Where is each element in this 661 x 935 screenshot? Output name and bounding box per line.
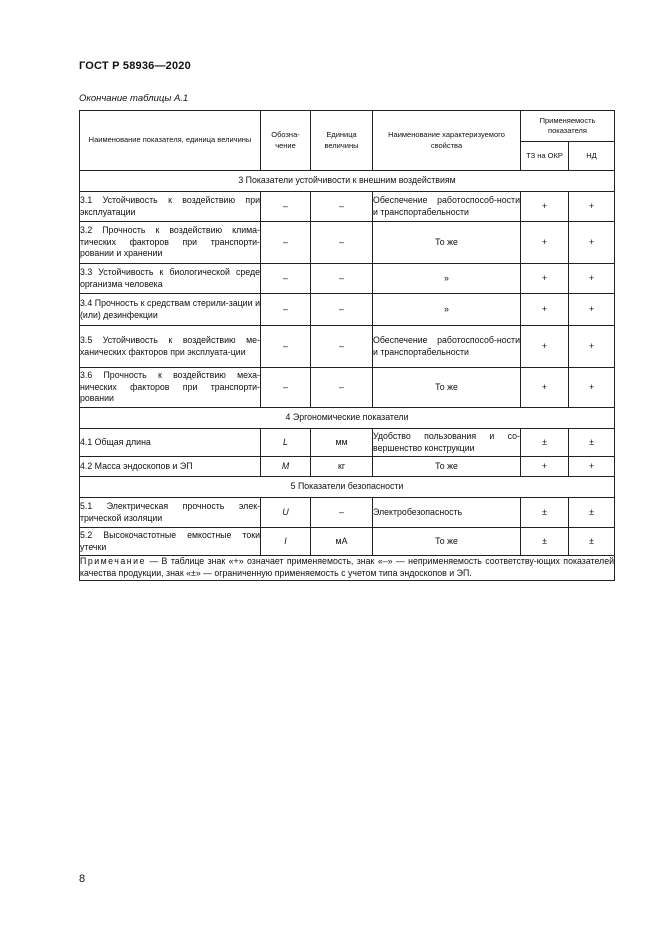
- indicator-symbol: M: [261, 457, 311, 477]
- section-title: 5 Показатели безопасности: [80, 477, 615, 498]
- applicability-nd: +: [569, 457, 615, 477]
- header-property: Наименование характеризуемого свойства: [373, 111, 521, 171]
- indicator-unit: –: [311, 222, 373, 264]
- indicator-name: 3.4 Прочность к средствам стерили-зации и (или) дезинфекции: [80, 294, 261, 326]
- characterized-property: То же: [373, 528, 521, 556]
- table-row: [80, 264, 615, 294]
- indicator-symbol: –: [261, 222, 311, 264]
- table-row: [80, 528, 615, 556]
- applicability-nd: +: [569, 368, 615, 408]
- indicator-symbol: –: [261, 326, 311, 368]
- section-header-row: [80, 408, 615, 429]
- indicator-name: 3.5 Устойчивость к воздействию ме-ханических факторов при эксплуата-ции: [80, 326, 261, 368]
- applicability-nd: ±: [569, 498, 615, 528]
- characterized-property: »: [373, 264, 521, 294]
- applicability-tz: ±: [521, 498, 569, 528]
- section-header-row: [80, 171, 615, 192]
- applicability-nd: +: [569, 326, 615, 368]
- applicability-nd: +: [569, 294, 615, 326]
- characterized-property: »: [373, 294, 521, 326]
- applicability-nd: +: [569, 192, 615, 222]
- page-number: 8: [79, 873, 86, 885]
- indicator-symbol: –: [261, 368, 311, 408]
- table-row: [80, 294, 615, 326]
- indicator-unit: –: [311, 264, 373, 294]
- indicator-unit: –: [311, 192, 373, 222]
- applicability-tz: +: [521, 457, 569, 477]
- indicator-symbol: –: [261, 192, 311, 222]
- applicability-tz: ±: [521, 528, 569, 556]
- note-label: Примечание: [80, 556, 146, 566]
- applicability-nd: +: [569, 222, 615, 264]
- indicator-name: 5.2 Высокочастотные емкостные токи утечки: [80, 528, 261, 556]
- note-text: — В таблице знак «+» означает применяемость, знак «–» — неприменяемость соответству-ющих показателей качества продукции, знак «±» — ограниченную применяемость с учетом типа эндоскопов и ЭП.: [80, 556, 615, 578]
- indicator-unit: –: [311, 326, 373, 368]
- characterized-property: Обеспечение работоспособ-ности и транспортабельности: [373, 326, 521, 368]
- header-name: Наименование показателя, единица величины: [80, 111, 261, 171]
- applicability-nd: ±: [569, 429, 615, 457]
- section-header-row: [80, 477, 615, 498]
- header-unit: Единица величины: [311, 111, 373, 171]
- indicator-name: 4.1 Общая длина: [80, 429, 261, 457]
- indicator-unit: мА: [311, 528, 373, 556]
- applicability-tz: +: [521, 222, 569, 264]
- applicability-tz: ±: [521, 429, 569, 457]
- applicability-tz: +: [521, 368, 569, 408]
- applicability-tz: +: [521, 192, 569, 222]
- indicator-unit: –: [311, 498, 373, 528]
- characterized-property: Обеспечение работоспособ-ности и транспортабельности: [373, 192, 521, 222]
- indicators-table: [79, 110, 615, 581]
- table-row: [80, 368, 615, 408]
- applicability-tz: +: [521, 294, 569, 326]
- section-title: 4 Эргономические показатели: [80, 408, 615, 429]
- indicator-unit: –: [311, 368, 373, 408]
- indicator-name: 3.3 Устойчивость к биологической среде организма человека: [80, 264, 261, 294]
- table-row: [80, 429, 615, 457]
- indicator-name: 3.1 Устойчивость к воздействию при эксплуатации: [80, 192, 261, 222]
- header-symbol: Обозна-чение: [261, 111, 311, 171]
- indicator-symbol: –: [261, 264, 311, 294]
- table-row: [80, 457, 615, 477]
- indicator-symbol: I: [261, 528, 311, 556]
- applicability-tz: +: [521, 326, 569, 368]
- table-caption: Окончание таблицы А.1: [79, 93, 189, 104]
- indicator-name: 3.2 Прочность к воздействию клима-тических факторов при транспорти-ровании и хранении: [80, 222, 261, 264]
- indicator-symbol: U: [261, 498, 311, 528]
- characterized-property: Электробезопасность: [373, 498, 521, 528]
- characterized-property: То же: [373, 222, 521, 264]
- header-applicability: Применяемость показателя: [521, 111, 615, 142]
- indicator-name: 5.1 Электрическая прочность элек-трической изоляции: [80, 498, 261, 528]
- indicator-name: 3.6 Прочность к воздействию меха-нических факторов при транспорти-ровании: [80, 368, 261, 408]
- header-nd: НД: [569, 142, 615, 171]
- table-row: [80, 498, 615, 528]
- section-title: 3 Показатели устойчивости к внешним воздействиям: [80, 171, 615, 192]
- characterized-property: Удобство пользования и со-вершенство конструкции: [373, 429, 521, 457]
- indicator-unit: мм: [311, 429, 373, 457]
- header-tz: ТЗ на ОКР: [521, 142, 569, 171]
- table-row: [80, 222, 615, 264]
- indicator-symbol: –: [261, 294, 311, 326]
- table-row: [80, 192, 615, 222]
- applicability-nd: +: [569, 264, 615, 294]
- table-note: [80, 556, 615, 581]
- table-row: [80, 326, 615, 368]
- characterized-property: То же: [373, 368, 521, 408]
- applicability-tz: +: [521, 264, 569, 294]
- indicator-unit: кг: [311, 457, 373, 477]
- applicability-nd: ±: [569, 528, 615, 556]
- indicator-symbol: L: [261, 429, 311, 457]
- indicator-name: 4.2 Масса эндоскопов и ЭП: [80, 457, 261, 477]
- indicator-unit: –: [311, 294, 373, 326]
- standard-title: ГОСТ Р 58936—2020: [79, 60, 191, 72]
- characterized-property: То же: [373, 457, 521, 477]
